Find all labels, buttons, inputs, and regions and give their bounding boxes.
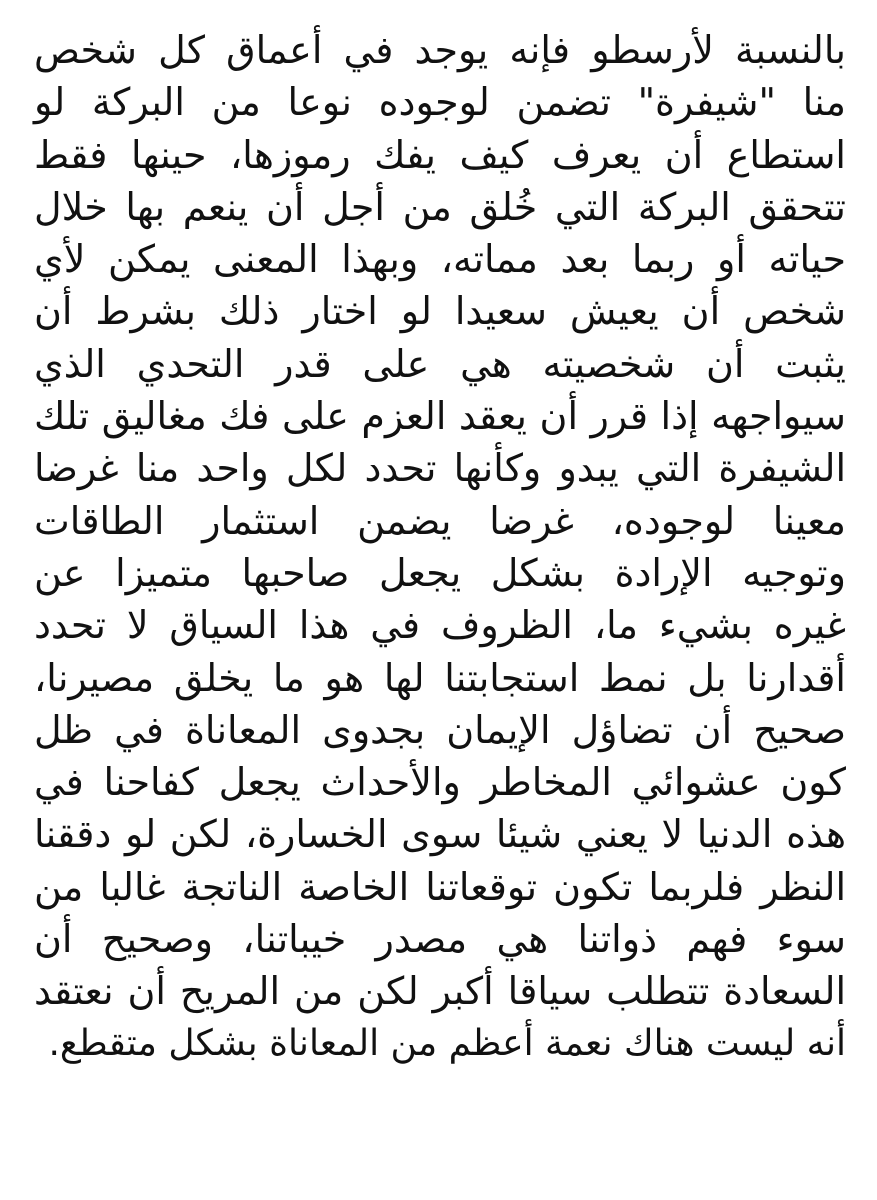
text-line: بالنسبة لأرسطو فإنه يوجد في أعماق كل شخص xyxy=(34,28,846,72)
text-line: هذه الدنيا لا يعني شيئا سوى الخسارة، لكن لو دققنا xyxy=(34,812,846,857)
text-line: شخص أن يعيش سعيدا لو اختار ذلك بشرط أن xyxy=(34,289,846,334)
text-line: سوء فهم ذواتنا هي مصدر خيباتنا، وصحيح أن xyxy=(34,917,846,962)
text-line: كون عشوائي المخاطر والأحداث يجعل كفاحنا في xyxy=(34,760,846,805)
text-line: غيره بشيء ما، الظروف في هذا السياق لا تحدد xyxy=(34,603,846,648)
text-line: معينا لوجوده، غرضا يضمن استثمار الطاقات xyxy=(34,498,846,543)
text-line: السعادة تتطلب سياقا أكبر لكن من المريح أن نعتقد xyxy=(34,969,846,1014)
arabic-paragraph xyxy=(34,24,846,1070)
text-line: استطاع أن يعرف كيف يفك رموزها، حينها فقط xyxy=(34,132,846,177)
text-line: منا "شيفرة" تضمن لوجوده نوعا من البركة لو xyxy=(34,80,846,125)
text-line: أنه ليست هناك نعمة أعظم من المعاناة بشكل متقطع. xyxy=(48,1022,846,1064)
text-line: الشيفرة التي يبدو وكأنها تحدد لكل واحد منا غرضا xyxy=(34,446,846,491)
text-line: أقدارنا بل نمط استجابتنا لها هو ما يخلق مصيرنا، xyxy=(34,655,846,700)
text-line: وتوجيه الإرادة بشكل يجعل صاحبها متميزا عن xyxy=(34,550,846,595)
text-line: تتحقق البركة التي خُلق من أجل أن ينعم بها خلال xyxy=(34,184,846,229)
text-line: النظر فلربما تكون توقعاتنا الخاصة الناتجة غالبا من xyxy=(34,864,846,909)
text-line: حياته أو ربما بعد مماته، وبهذا المعنى يمكن لأي xyxy=(34,237,846,282)
text-line: صحيح أن تضاؤل الإيمان بجدوى المعاناة في ظل xyxy=(34,707,846,752)
text-line: يثبت أن شخصيته هي على قدر التحدي الذي xyxy=(34,341,846,386)
text-line: سيواجهه إذا قرر أن يعقد العزم على فك مغاليق تلك xyxy=(34,394,846,439)
